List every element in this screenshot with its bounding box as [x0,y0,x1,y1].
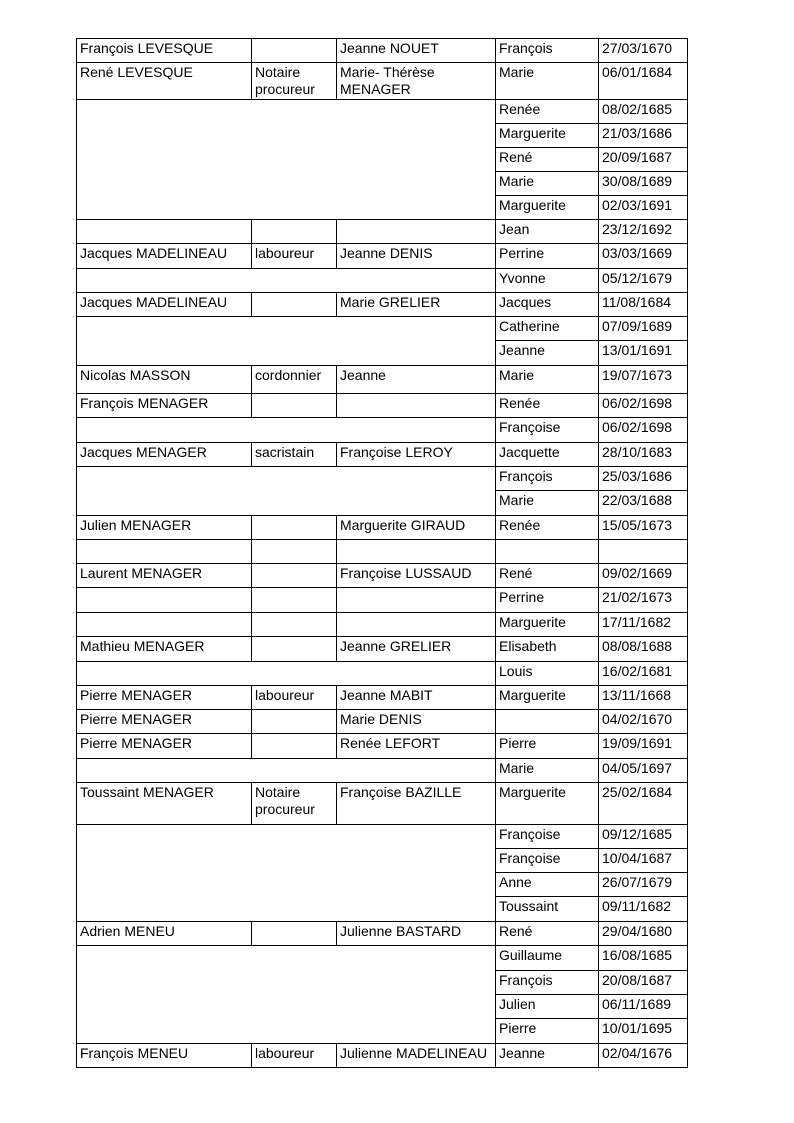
date-cell: 06/01/1684 [599,63,688,100]
date-cell: 05/12/1679 [599,269,688,293]
occupation-cell: cordonnier [252,366,337,394]
table-row [77,734,688,759]
child-cell: Marguerite [496,686,599,710]
date-cell: 29/04/1680 [599,922,688,946]
table-row [77,394,688,418]
merged-empty-cell [77,100,496,220]
wife-cell: Jeanne DENIS [337,244,496,269]
occupation-cell [252,293,337,317]
child-cell [496,540,599,564]
date-cell: 08/02/1685 [599,100,688,124]
date-cell: 02/04/1676 [599,1044,688,1068]
occupation-cell [252,637,337,662]
date-cell: 22/03/1688 [599,491,688,516]
child-cell: Yvonne [496,269,599,293]
husband-cell: Laurent MENAGER [77,564,252,588]
husband-cell: François MENAGER [77,394,252,418]
child-cell: Anne [496,873,599,897]
child-cell: Toussaint [496,897,599,922]
husband-cell: François MENEU [77,1044,252,1068]
wife-cell: Jeanne NOUET [337,39,496,63]
child-cell: Marguerite [496,196,599,220]
husband-cell [77,220,252,244]
wife-cell: Marguerite GIRAUD [337,516,496,540]
child-cell: Françoise [496,825,599,849]
date-cell: 21/03/1686 [599,124,688,148]
wife-cell [337,613,496,637]
date-cell: 21/02/1673 [599,588,688,613]
table-row [77,710,688,734]
wife-cell: Julienne BASTARD [337,922,496,946]
husband-cell: Pierre MENAGER [77,710,252,734]
merged-empty-cell [77,467,496,516]
child-cell: Françoise [496,418,599,443]
occupation-cell [252,394,337,418]
date-cell: 25/03/1686 [599,467,688,491]
occupation-cell [252,220,337,244]
date-cell: 26/07/1679 [599,873,688,897]
table-row [77,467,688,491]
occupation-cell [252,564,337,588]
wife-cell: Julienne MADELINEAU [337,1044,496,1068]
table-row [77,946,688,971]
child-cell: Perrine [496,588,599,613]
date-cell: 09/11/1682 [599,897,688,922]
date-cell: 25/02/1684 [599,783,688,825]
child-cell: Françoise [496,849,599,873]
table-row [77,317,688,341]
table-row [77,783,688,825]
husband-cell: René LEVESQUE [77,63,252,100]
date-cell: 27/03/1670 [599,39,688,63]
merged-empty-cell [77,269,496,293]
husband-cell [77,613,252,637]
table-row [77,244,688,269]
wife-cell: Françoise LUSSAUD [337,564,496,588]
wife-cell: Jeanne MABIT [337,686,496,710]
child-cell: Jacques [496,293,599,317]
child-cell: Pierre [496,1019,599,1044]
wife-cell: Marie GRELIER [337,293,496,317]
date-cell: 28/10/1683 [599,443,688,467]
date-cell: 07/09/1689 [599,317,688,341]
table-row [77,540,688,564]
wife-cell: Renée LEFORT [337,734,496,759]
table-row [77,637,688,662]
child-cell: Marguerite [496,783,599,825]
occupation-cell [252,922,337,946]
child-cell: Marguerite [496,613,599,637]
date-cell: 02/03/1691 [599,196,688,220]
husband-cell: Julien MENAGER [77,516,252,540]
child-cell: Jacquette [496,443,599,467]
wife-cell: Françoise BAZILLE [337,783,496,825]
occupation-cell [252,734,337,759]
wife-cell: Marie- Thérèse MENAGER [337,63,496,100]
occupation-cell [252,540,337,564]
child-cell: Julien [496,995,599,1019]
date-cell: 06/02/1698 [599,418,688,443]
table-row [77,516,688,540]
husband-cell [77,588,252,613]
wife-cell: Jeanne [337,366,496,394]
husband-cell: Pierre MENAGER [77,686,252,710]
child-cell: Renée [496,394,599,418]
merged-empty-cell [77,662,496,686]
occupation-cell: Notaire procureur [252,783,337,825]
child-cell: Jeanne [496,1044,599,1068]
child-cell: Marie [496,63,599,100]
genealogy-table [76,38,688,1068]
occupation-cell [252,516,337,540]
table-row [77,418,688,443]
husband-cell: François LEVESQUE [77,39,252,63]
table-row [77,759,688,783]
table-row [77,686,688,710]
child-cell: René [496,148,599,172]
date-cell: 06/02/1698 [599,394,688,418]
table-row [77,588,688,613]
genealogy-table-body [77,39,688,1068]
merged-empty-cell [77,759,496,783]
table-row [77,39,688,63]
merged-empty-cell [77,825,496,922]
date-cell: 20/09/1687 [599,148,688,172]
child-cell: François [496,467,599,491]
child-cell: François [496,971,599,995]
table-row [77,220,688,244]
date-cell: 04/02/1670 [599,710,688,734]
date-cell: 06/11/1689 [599,995,688,1019]
table-row [77,269,688,293]
date-cell: 23/12/1692 [599,220,688,244]
husband-cell: Adrien MENEU [77,922,252,946]
husband-cell: Mathieu MENAGER [77,637,252,662]
child-cell: Marie [496,172,599,196]
occupation-cell: laboureur [252,244,337,269]
date-cell: 16/08/1685 [599,946,688,971]
date-cell: 16/02/1681 [599,662,688,686]
husband-cell: Nicolas MASSON [77,366,252,394]
table-row [77,825,688,849]
merged-empty-cell [77,317,496,366]
husband-cell: Jacques MADELINEAU [77,244,252,269]
merged-empty-cell [77,418,496,443]
child-cell: Renée [496,516,599,540]
table-row [77,100,688,124]
occupation-cell [252,710,337,734]
occupation-cell [252,613,337,637]
occupation-cell: sacristain [252,443,337,467]
husband-cell: Jacques MENAGER [77,443,252,467]
husband-cell: Toussaint MENAGER [77,783,252,825]
date-cell: 11/08/1684 [599,293,688,317]
child-cell: Renée [496,100,599,124]
date-cell: 10/04/1687 [599,849,688,873]
child-cell: Marie [496,759,599,783]
child-cell: Marie [496,366,599,394]
date-cell: 13/01/1691 [599,341,688,366]
occupation-cell [252,39,337,63]
date-cell: 20/08/1687 [599,971,688,995]
table-row [77,922,688,946]
husband-cell: Jacques MADELINEAU [77,293,252,317]
child-cell: Guillaume [496,946,599,971]
table-row [77,662,688,686]
table-row [77,564,688,588]
table-row [77,1044,688,1068]
child-cell: Perrine [496,244,599,269]
child-cell: Jeanne [496,341,599,366]
table-row [77,443,688,467]
date-cell: 09/12/1685 [599,825,688,849]
table-row [77,366,688,394]
date-cell: 10/01/1695 [599,1019,688,1044]
date-cell: 13/11/1668 [599,686,688,710]
date-cell: 09/02/1669 [599,564,688,588]
wife-cell: Françoise LEROY [337,443,496,467]
occupation-cell: laboureur [252,1044,337,1068]
occupation-cell [252,588,337,613]
date-cell: 15/05/1673 [599,516,688,540]
date-cell: 03/03/1669 [599,244,688,269]
occupation-cell: Notaire procureur [252,63,337,100]
child-cell: Catherine [496,317,599,341]
child-cell: Elisabeth [496,637,599,662]
table-row [77,293,688,317]
child-cell: Jean [496,220,599,244]
date-cell: 17/11/1682 [599,613,688,637]
date-cell [599,540,688,564]
child-cell: Marie [496,491,599,516]
date-cell: 08/08/1688 [599,637,688,662]
table-row [77,63,688,100]
occupation-cell: laboureur [252,686,337,710]
wife-cell [337,588,496,613]
table-row [77,613,688,637]
child-cell: Pierre [496,734,599,759]
wife-cell [337,394,496,418]
wife-cell: Marie DENIS [337,710,496,734]
date-cell: 30/08/1689 [599,172,688,196]
child-cell: Louis [496,662,599,686]
wife-cell: Jeanne GRELIER [337,637,496,662]
date-cell: 19/07/1673 [599,366,688,394]
child-cell: René [496,564,599,588]
child-cell: Marguerite [496,124,599,148]
child-cell [496,710,599,734]
husband-cell [77,540,252,564]
child-cell: François [496,39,599,63]
wife-cell [337,540,496,564]
merged-empty-cell [77,946,496,1044]
husband-cell: Pierre MENAGER [77,734,252,759]
child-cell: René [496,922,599,946]
date-cell: 04/05/1697 [599,759,688,783]
date-cell: 19/09/1691 [599,734,688,759]
wife-cell [337,220,496,244]
